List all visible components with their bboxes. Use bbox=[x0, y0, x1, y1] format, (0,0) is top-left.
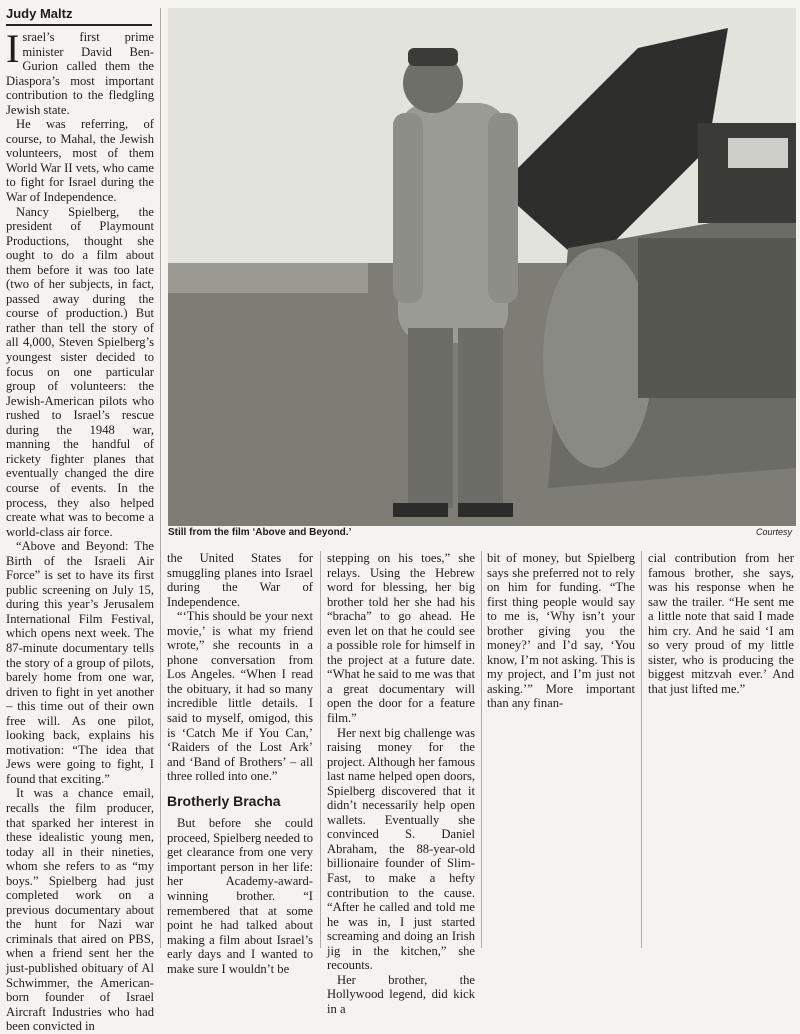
film-still-photo bbox=[168, 8, 796, 526]
column-rule bbox=[320, 551, 321, 948]
paragraph: Her next big challenge was raising money for the project. Although her famous last name helped open doors, Spielberg discovered that it didn’t necessarily help open wallets. Eventually she convinced S. Daniel Abraham, the 88-year-old billionaire founder of Slim-Fast, to make a hefty contribution to the cause. “After he called and told me he was in, I just started screaming and doing an Irish jig in the kitchen,” she recounts. bbox=[327, 725, 475, 973]
paragraph: Her brother, the Hollywood legend, did kick in a bbox=[327, 972, 475, 1016]
caption-text: Still from the film ‘Above and Beyond.’ bbox=[168, 527, 352, 538]
photo-illustration bbox=[168, 8, 796, 526]
paragraph: cial contribution from her famous brother, she says, was his response when he saw the trailer. “He sent me a little note that said I made him cry. And he said ‘I am so very proud of my little sister, who is producing the biggest mitzvah ever.’ And that just lifted me.” bbox=[648, 551, 794, 696]
article-column-3 bbox=[327, 551, 475, 1016]
drop-cap: I bbox=[6, 26, 20, 71]
column-rule bbox=[160, 8, 161, 948]
column-rule bbox=[481, 551, 482, 948]
subhead: Brotherly Bracha bbox=[167, 792, 281, 809]
photo-caption bbox=[168, 527, 796, 541]
article-column-1 bbox=[6, 26, 154, 1034]
paragraph: But before she could proceed, Spielberg needed to get clearance from one very important person in her life: her Academy-award-winning brother. “I remembered that at some point he had talked about making a film about Israel’s early days and I wanted to make sure I wouldn’t be bbox=[167, 816, 313, 976]
paragraph-text: srael’s first prime minister David Ben-Gurion called them the Diaspora’s most important contribution to the fledgling Jewish state. bbox=[6, 30, 154, 117]
paragraph: Nancy Spielberg, the president of Playmount Productions, thought she ought to do a film about them before it was too late (two of her subjects, in fact, passed away during the course of production.) But rather than tell the story of all 4,000, Steven Spielberg’s youngest sister decided to focus on one particular group of volunteers: the Jewish-American pilots who rushed to Israel’s rescue during the 1948 war, manning the handful of rickety fighter planes that eventually changed the dire course of events. In the process, they also helped create what was to become a world-class air force. bbox=[6, 204, 154, 539]
paragraph: stepping on his toes,” she relays. Using the Hebrew word for blessing, her big brother told her she had his “bracha” to go ahead. He even let on that he could see a possible role for himself in the project at a future date. “What he said to me was that a great documentary will open the door for a feature film.” bbox=[327, 551, 475, 726]
article-column-4 bbox=[487, 551, 635, 947]
paragraph: It was a chance email, recalls the film producer, that sparked her interest in these idealistic young men, today all in their nineties, whom she refers to as “my boys.” Spielberg had just completed work on a previous documentary about the hunt for Nazi war criminals that aired on PBS, when a friend sent her the just-published obituary of Al Schwimmer, the American-born founder of Israel Aircraft Industries who had been convicted in bbox=[6, 786, 154, 1034]
paragraph: He was referring, of course, to Mahal, the Jewish volunteers, most of them World War II vets, who came to fight for Israel during the War of Independence. bbox=[6, 117, 154, 205]
article-column-2 bbox=[167, 551, 313, 976]
paragraph: “Above and Beyond: The Birth of the Israeli Air Force” is set to have its first public screening on July 15, during this year’s Jerusalem International Film Festival, which opens next week. The 87-minute documentary tells the story of a group of pilots, barely home from one war, driven to fight in yet another – this time out of their own free will. As one pilot, looking back, explains his motivation: “The idea that Jews were going to fight, I found that exciting.” bbox=[6, 539, 154, 786]
photo-credit: Courtesy bbox=[755, 527, 792, 537]
column-rule bbox=[641, 551, 642, 948]
lead-paragraph bbox=[6, 26, 154, 117]
paragraph: bit of money, but Spielberg says she preferred not to rely on him for funding. “The first thing people would say to me is, ‘Why isn’t your brother giving you the money?’ and I’d say, ‘You know, I’m not asking. This is my project, and I’m just not asking.’” More important than any finan- bbox=[487, 551, 635, 711]
paragraph: the United States for smuggling planes into Israel during the War of Independence. bbox=[167, 551, 313, 609]
paragraph: “‘This should be your next movie,’ is what my friend wrote,” she recounts in a phone conversation from Los Angeles. “When I read the obituary, it had so many incredible little details. I said to myself, omigod, this is ‘Catch Me if You Can,’ ‘Raiders of the Lost Ark’ and ‘Band of Brothers’ – all three rolled into one.” bbox=[167, 609, 313, 784]
article-column-5 bbox=[648, 551, 794, 721]
byline: Judy Maltz bbox=[6, 6, 152, 26]
